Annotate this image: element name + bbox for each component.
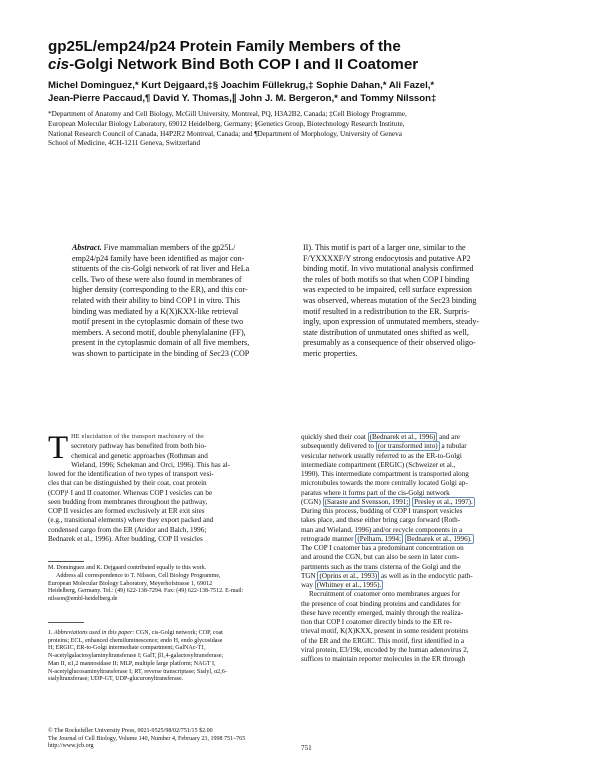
- abstract-line: was expected to be impaired, cell surface expression: [303, 285, 472, 295]
- abstract-line: stituents of the cis-Golgi network of rat liver and HeLa: [72, 264, 250, 274]
- citation-link[interactable]: (Whitney et al., 1995).: [316, 581, 382, 589]
- author-line: Michel Dominguez,* Kurt Dejgaard,‡§ Joachim Füllekrug,‡ Sophie Dahan,* Ali Fazel,*: [48, 80, 435, 91]
- abstract-line: Abstract. Five mammalian members of the gp25L/: [72, 243, 236, 252]
- body-line: COP II vesicles are formed exclusively at ER exit sites: [48, 507, 205, 515]
- footnote-line: 1. Abbreviations used in this paper: CGN, cis-Golgi network; COP, coat: [48, 630, 223, 636]
- body-line: way (Whitney et al., 1995).: [301, 581, 382, 589]
- affiliation-line: European Molecular Biology Laboratory, 69012 Heidelberg, Germany; §Genetics Group, Biotechnology Research Institute,: [48, 119, 405, 128]
- title-rest: -Golgi Network Bind Both COP I and II Coatomer: [69, 56, 419, 73]
- body-line: viral protein, E3/19k, encoded by the human adenovirus 2,: [301, 645, 469, 654]
- title-line: gp25L/emp24/p24 Protein Family Members of the: [48, 38, 401, 55]
- body-line: Recruitment of coatomer onto membranes argues for: [309, 590, 460, 599]
- abstract-line: cells. Two of these were also found in membranes of: [72, 274, 242, 284]
- abstract-line: F/YXXXXF/Y strong endocytosis and putative AP2: [303, 253, 471, 263]
- footer-line: The Journal of Cell Biology, Volume 140, Number 4, February 23, 1998 751–765: [48, 735, 246, 742]
- body-line: Wieland, 1996; Schekman and Orci, 1996). This has al-: [71, 460, 230, 469]
- abstract-line: binding was mediated by a K(X)KXX-like retrieval: [72, 306, 239, 316]
- body-line: paratus where it forms part of the cis-Golgi network: [301, 488, 450, 497]
- body-right-column: [301, 433, 553, 664]
- affiliation-line: *Department of Anatomy and Cell Biology, McGill University, Montreal, PQ, H3A2B2, Canada; ‡Cell Biology Programme,: [48, 110, 407, 118]
- citation-link[interactable]: (Pelham, 1994;: [357, 534, 401, 543]
- body-line: TGN (Oprins et al., 1993) as well as in the endocytic path-: [301, 571, 473, 580]
- footer-link[interactable]: http://www.jcb.org: [48, 743, 94, 749]
- abstract-line: meric properties.: [303, 348, 358, 358]
- drop-cap: T: [48, 430, 69, 466]
- body-line: subsequently delivered to (or transformed into) a tubular: [301, 442, 467, 451]
- body-line: Bednarek et al., 1996). After budding, COP II vesicles: [48, 534, 203, 543]
- body-line: secretory pathway has benefited from both bio-: [71, 442, 207, 451]
- abstract-line: higher density (corresponding to the ER), and this cor-: [72, 285, 248, 295]
- abstract-line: motif present in the cytoplasmic domain of these two: [72, 317, 244, 327]
- affiliations: [48, 110, 568, 149]
- body-line: lowed for the identification of two types of transport vesi-: [48, 470, 214, 478]
- footnote-line: sialyltransferase; UDP-GT, UDP-glucuronyltransferase.: [48, 676, 184, 683]
- citation-link[interactable]: (or transformed into): [377, 442, 438, 451]
- body-line: HE elucidation of the transport machinery of the: [71, 434, 205, 440]
- abstract-line: ingly, upon expression of unmutated members, steady-: [303, 317, 480, 327]
- page-number: 751: [301, 744, 312, 752]
- abstract-line: state distribution of unmutated ones shifted as well,: [303, 327, 469, 337]
- footnote-correspondence: [48, 573, 298, 604]
- body-line: tion that COP I coatomer directly binds to the ER re-: [301, 618, 452, 626]
- abstract-line: was shown to participate in the binding of Sec23 (COP: [72, 348, 250, 358]
- footnote-line: proteins; ECL, enhanced chemiluminescence; endo H, endo glycosidase: [48, 637, 223, 644]
- body-line: vesicular network usually referred to as the ER-to-Golgi: [301, 451, 462, 460]
- footnote-abbreviations: [48, 630, 298, 684]
- abstract-line: emp24/p24 family have been identified as major con-: [72, 253, 245, 263]
- body-line: and around the CGN, but can also be seen in later com-: [301, 553, 460, 562]
- body-line: condensed cargo from the ER (Aridor and Balch, 1996;: [48, 525, 207, 534]
- body-line: cles that can be distinguished by their coat, coat protein: [48, 479, 207, 488]
- title-cis: cis: [48, 56, 70, 73]
- body-line: man and Wieland, 1996) and/or recycle components in a: [301, 525, 463, 534]
- footnote-line: H; ERGIC, ER-to-Golgi intermediate compartment; GalNAc-T1,: [48, 645, 206, 652]
- body-line: microtubules towards the more centrally located Golgi ap-: [301, 479, 468, 488]
- abstract-line: presumably as a consequence of their observed oligo-: [303, 338, 476, 348]
- journal-footer: [48, 728, 308, 751]
- body-line: these have recently emerged, mainly through the realiza-: [301, 608, 464, 617]
- body-line: retrograde manner (Pelham, 1994; Bednarek et al., 1996).: [301, 534, 472, 543]
- footnote-line: nilsson@embl-heidelberg.de: [48, 596, 118, 603]
- footnote-rule: [48, 561, 84, 562]
- body-line: (CGN) (Saraste and Svensson, 1991; Presley et al., 1997).: [301, 497, 473, 506]
- body-line: of the ER and the ERGIC. This motif, first identified in a: [301, 636, 465, 645]
- abstract-line: was observed, whereas mutation of the Sec23 binding: [303, 295, 477, 305]
- title-line: [48, 56, 548, 74]
- body-line: 1990). This intermediate compartment is transported along: [301, 470, 469, 478]
- body-line: (e.g., transitional elements) where they export packed and: [48, 516, 214, 525]
- body-line: (COP)¹ I and II coatomer. Whereas COP I vesicles can be: [48, 488, 213, 497]
- body-line: trieval motif, K(X)KXX, present in some resident proteins: [301, 627, 469, 636]
- abstract-left-column: [72, 243, 297, 360]
- body-line: quickly shed their coat (Bednarek et al., 1996) and are: [301, 433, 460, 441]
- author-line: Jean-Pierre Paccaud,¶ David Y. Thomas,∥ John J. M. Bergeron,* and Tommy Nilsson‡: [48, 92, 437, 104]
- body-line: The COP I coatomer has a predominant concentration on: [301, 544, 464, 552]
- citation-link[interactable]: (Bednarek et al., 1996): [369, 433, 436, 441]
- footnote-rule: [48, 622, 84, 623]
- footnote-line: Man II, α1,2 mannosidase II; MLP, multiple large platform; NAGT I,: [48, 660, 216, 667]
- abstract-label: Abstract.: [72, 243, 102, 252]
- abstract-line: II). This motif is part of a larger one, similar to the: [303, 243, 466, 252]
- body-line: the presence of coat binding proteins and candidates for: [301, 599, 461, 608]
- affiliation-line: National Research Council of Canada, H4P2R2 Montreal, Canada; and ¶Department of Morphology, University of Geneva: [48, 129, 402, 138]
- body-line: takes place, and these either bring cargo forward (Roth-: [301, 516, 461, 525]
- affiliation-line: School of Medicine, 4CH-1211 Geneva, Switzerland: [48, 139, 201, 148]
- citation-link[interactable]: Bednarek et al., 1996).: [406, 534, 472, 543]
- abstract-line: binding motif. In vivo mutational analysis confirmed: [303, 264, 474, 274]
- body-line: chemical and genetic approaches (Rothman and: [71, 451, 208, 460]
- footnote-line: N-acetylgalactosylaminyltransferase I; GalT, β1,4-galactosyltransferase;: [48, 653, 224, 660]
- footnote-line: Address all correspondence to T. Nilsson, Cell Biology Programme,: [56, 573, 221, 579]
- citation-link[interactable]: (Oprins et al., 1993): [319, 571, 378, 580]
- abstract-line: present in the cytoplasmic domain of all five members,: [72, 338, 250, 348]
- abstract-line: members. A second motif, double phenylalanine (FF),: [72, 327, 246, 337]
- citation-link[interactable]: Presley et al., 1997).: [414, 497, 473, 506]
- abstract-line: motif resulted in a redistribution to the ER. Surpris-: [303, 306, 470, 316]
- footnote-line: N-acetylglucosaminyltransferase I; RT, reverse transcriptase; Sialyl, α2,6-: [48, 668, 227, 675]
- abstract-line: related with their ability to bind COP I in vitro. This: [72, 295, 240, 305]
- footnote-contrib: M. Dominguez and K. Dejgaard contributed equally to this work.: [48, 565, 207, 571]
- body-line: intermediate compartment (ERGIC) (Schweizer et al.,: [301, 460, 456, 469]
- footer-line: © The Rockefeller University Press, 0021-9525/98/02/751/15 $2.00: [48, 728, 213, 734]
- abstract-right-column: [303, 243, 528, 360]
- article-title: [48, 38, 548, 74]
- body-line: During this process, budding of COP I transport vesicles: [301, 507, 463, 515]
- footnote-line: Heidelberg, Germany. Tel.: (49) 622-138-7294. Fax: (49) 622-138-7512. E-mail:: [48, 588, 244, 595]
- body-left-column: [48, 430, 298, 544]
- footnote-line: European Molecular Biology Laboratory, Meyerhofstrasse 1, 69012: [48, 580, 213, 587]
- body-line: partments such as the trans cisterna of the Golgi and the: [301, 562, 461, 571]
- body-line: seen budding from membranes throughout the pathway,: [48, 497, 208, 506]
- abstract-line: the roles of both motifs so that when COP I binding: [303, 274, 470, 284]
- body-line: suffices to maintain reporter molecules in the ER through: [301, 655, 466, 663]
- author-list: [48, 80, 558, 105]
- citation-link[interactable]: (Saraste and Svensson, 1991;: [324, 497, 409, 506]
